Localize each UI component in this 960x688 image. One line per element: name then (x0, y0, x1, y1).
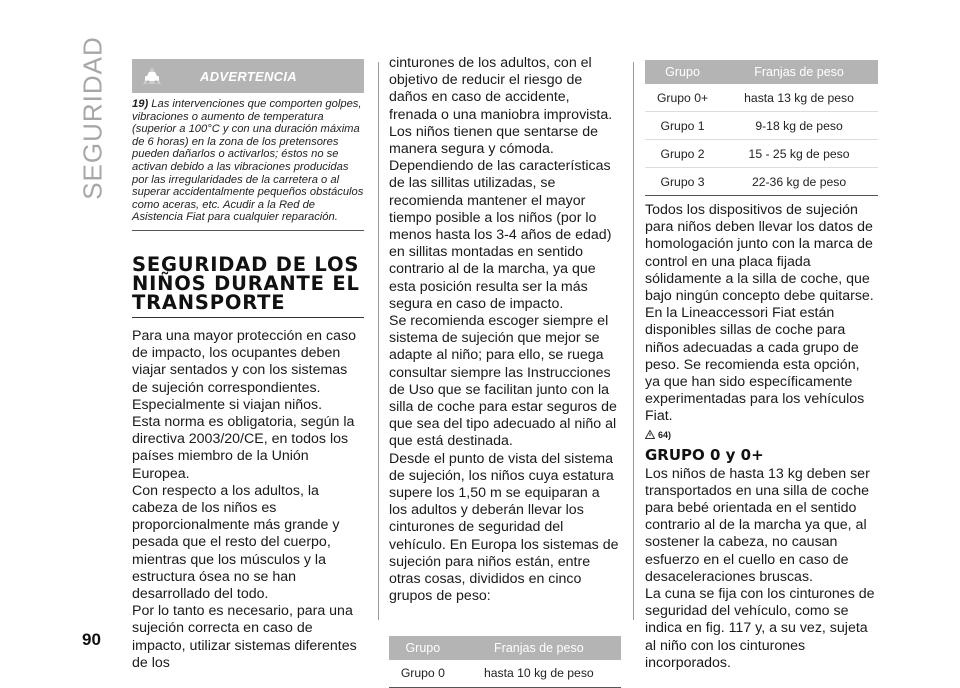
page-number: 90 (82, 630, 101, 649)
paragraph: Con respecto a los adultos, la cabeza de los niños es proporcionalmente más grande y pesada que el resto del cuerpo, mientras que los músculos y la estructura ósea no se han desarrollado del todo. (132, 482, 340, 602)
table-row (645, 112, 878, 140)
paragraph: Especialmente si viajan niños. (132, 396, 323, 413)
paragraph: Dependiendo de las características de las sillitas utilizadas, se recomienda mantener el mayor tiempo posible a los niños (por lo menos hasta los 3-4 años de edad) en sillitas montadas en sentido contrario al de la marcha, ya que esta posición resulta ser la más segura en caso de impacto. (389, 158, 612, 312)
table-cell-group: Grupo 2 (645, 140, 720, 168)
paragraph: La cuna se fija con los cinturones de seguridad del vehículo, como se indica en fig. 117 y, a su vez, sujeta al niño con los cinturones incorporados. (645, 586, 875, 671)
column-divider (633, 62, 634, 620)
table-cell-group: Grupo 0 (389, 660, 457, 688)
column-1 (132, 55, 364, 672)
note-reference-number: 64) (658, 429, 672, 440)
table-cell-group: Grupo 3 (645, 168, 720, 196)
warning-text: Las intervenciones que comporten golpes, vibraciones o aumento de temperatura (superior a 100°C y con una duración máxima de 6 horas) en la zona de los pretensores pueden dañarlos o activarlos; éstos no se activan debido a las vibraciones producidas por las irregularidades de la carretera o al superar accidentalmente pequeños obstáculos como aceras, etc. Acudir a la Red de Asistencia Fiat para cualquier reparación. (132, 98, 364, 224)
group-heading: GRUPO 0 y 0+ (645, 445, 764, 464)
section-heading: SEGURIDAD DE LOS NIÑOS DURANTE EL TRANSPORTE (132, 252, 360, 314)
paragraph: cinturones de los adultos, con el objetivo de reducir el riesgo de daños en caso de accidente, frenada o una maniobra improvista. (389, 55, 613, 123)
table-header-group: Grupo (389, 636, 457, 660)
paragraph: Desde el punto de vista del sistema de sujeción, los niños cuya estatura supere los 1,50 m se equiparan a los adultos y deberán llevar los cinturones de seguridad del vehículo. En Europa los sistemas de sujeción para niños están, entre otras cosas, divididos en cinco grupos de peso: (389, 450, 619, 605)
table-header-weight: Franjas de peso (720, 60, 878, 84)
paragraph: Los niños de hasta 13 kg deben ser transportados en una silla de coche para bebé orientada en el sentido contrario al de la marcha ya que, al sostener la cabeza, no causan esfuerzo en el cuello en caso de desaceleraciones bruscas. (645, 465, 870, 585)
heading-rule (132, 317, 364, 318)
warning-number: 19) (132, 98, 149, 110)
column-3 (645, 60, 878, 672)
table-cell-weight: 9-18 kg de peso (720, 112, 878, 140)
paragraph: En la Lineaccessori Fiat están disponibles sillas de coche para niños adecuadas a cada grupo de peso. Se recomienda esta opción, ya que han sido específicamente experimentadas para los vehículos Fiat. (645, 305, 865, 425)
column-2 (389, 55, 621, 688)
table-cell-group: Grupo 0+ (645, 84, 720, 112)
column-divider (378, 62, 379, 620)
table-cell-weight: hasta 13 kg de peso (720, 84, 878, 112)
table-header-weight: Franjas de peso (457, 636, 621, 660)
section-sidebar-label: SEGURIDAD (77, 36, 108, 200)
warning-header (132, 59, 364, 93)
paragraph: Se recomienda escoger siempre el sistema de sujeción que mejor se adapte al niño; para ello, se ruega consultar siempre las Instrucciones de Uso que se facilitan junto con la silla de coche para estar seguros de que sea del tipo adecuado al niño al que está destinada. (389, 313, 617, 450)
paragraph: Los niños tienen que sentarse de manera segura y cómoda. (389, 123, 599, 158)
weight-group-table (645, 60, 878, 196)
table-cell-weight: 22-36 kg de peso (720, 168, 878, 196)
paragraph: Para una mayor protección en caso de impacto, los ocupantes deben viajar sentados y con los sistemas de sujeción correspondientes. (132, 327, 356, 396)
warning-title: ADVERTENCIA (200, 69, 297, 84)
table-row (645, 168, 878, 196)
table-row (645, 140, 878, 168)
section-sidebar-title (77, 36, 108, 200)
paragraph: Esta norma es obligatoria, según la directiva 2003/20/CE, en todos los países miembro de la Unión Europea. (132, 413, 355, 482)
warning-body (132, 93, 364, 231)
table-cell-weight: 15 - 25 kg de peso (720, 140, 878, 168)
table-row (645, 84, 878, 112)
note-reference (645, 430, 878, 440)
paragraph: Por lo tanto es necesario, para una sujeción correcta en caso de impacto, utilizar sistemas diferentes de los (132, 603, 357, 671)
weight-group-table (389, 636, 621, 688)
table-cell-group: Grupo 1 (645, 112, 720, 140)
table-header-group: Grupo (645, 60, 720, 84)
car-warning-icon (141, 65, 163, 87)
warning-triangle-icon (645, 430, 655, 439)
table-cell-weight: hasta 10 kg de peso (457, 660, 621, 688)
paragraph: Todos los dispositivos de sujeción para niños deben llevar los datos de homologación junto con la marca de control en una placa fijada sólidamente a la silla de coche, que bajo ningún concepto debe quitarse. (645, 202, 874, 305)
